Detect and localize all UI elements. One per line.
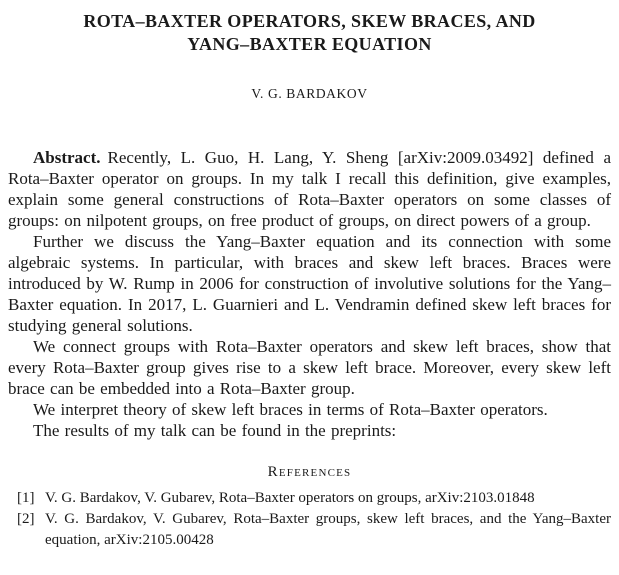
reference-2-marker: [2] — [17, 511, 35, 527]
reference-2-text: V. G. Bardakov, V. Gubarev, Rota–Baxter groups, skew left braces, and the Yang–Baxter equation, arXiv:2105.00428 — [45, 511, 611, 548]
reference-item-2 — [17, 509, 611, 551]
abstract-paragraph-5: The results of my talk can be found in the preprints: — [33, 421, 397, 440]
abstract-paragraph-3: We connect groups with Rota–Baxter operators and skew left braces, show that every Rota–Baxter group gives rise to a skew left brace. Moreover, every skew left brace can be embedded into a Rota–Baxter group. — [8, 337, 611, 398]
abstract-paragraph-2: Further we discuss the Yang–Baxter equation and its connection with some algebraic systems. In particular, with braces and skew left braces. Braces were introduced by W. Rump in 2006 for construction of involutive solutions for the Yang–Baxter equation. In 2017, L. Guarnieri and L. Vendramin defined skew left braces for studying general solutions. — [8, 232, 611, 335]
reference-1-text: V. G. Bardakov, V. Gubarev, Rota–Baxter operators on groups, arXiv:2103.01848 — [45, 490, 535, 506]
author-name: V. G. BARDAKOV — [251, 86, 368, 101]
paper-title — [8, 10, 611, 56]
paper-title-line-1: ROTA–BAXTER OPERATORS, SKEW BRACES, AND — [83, 11, 536, 31]
paper-title-line-2: YANG–BAXTER EQUATION — [187, 34, 432, 54]
reference-item-1 — [17, 488, 611, 509]
reference-1-marker: [1] — [17, 490, 35, 506]
abstract-paragraph-4: We interpret theory of skew left braces in terms of Rota–Baxter operators. — [33, 400, 548, 419]
abstract-paragraph-1-text: Recently, L. Guo, H. Lang, Y. Sheng [arXiv:2009.03492] defined a Rota–Baxter operator on groups. In my talk I recall this definition, give examples, explain some general constructions of Rota–Baxter operators on some classes of groups: on nilpotent groups, on free product of groups, on direct powers of a group. — [8, 148, 611, 230]
references-heading: References — [267, 464, 352, 480]
abstract-body — [8, 147, 611, 441]
abstract-label: Abstract. — [33, 148, 101, 167]
references-list — [8, 488, 611, 551]
abstract-paragraph-1 — [8, 147, 611, 231]
